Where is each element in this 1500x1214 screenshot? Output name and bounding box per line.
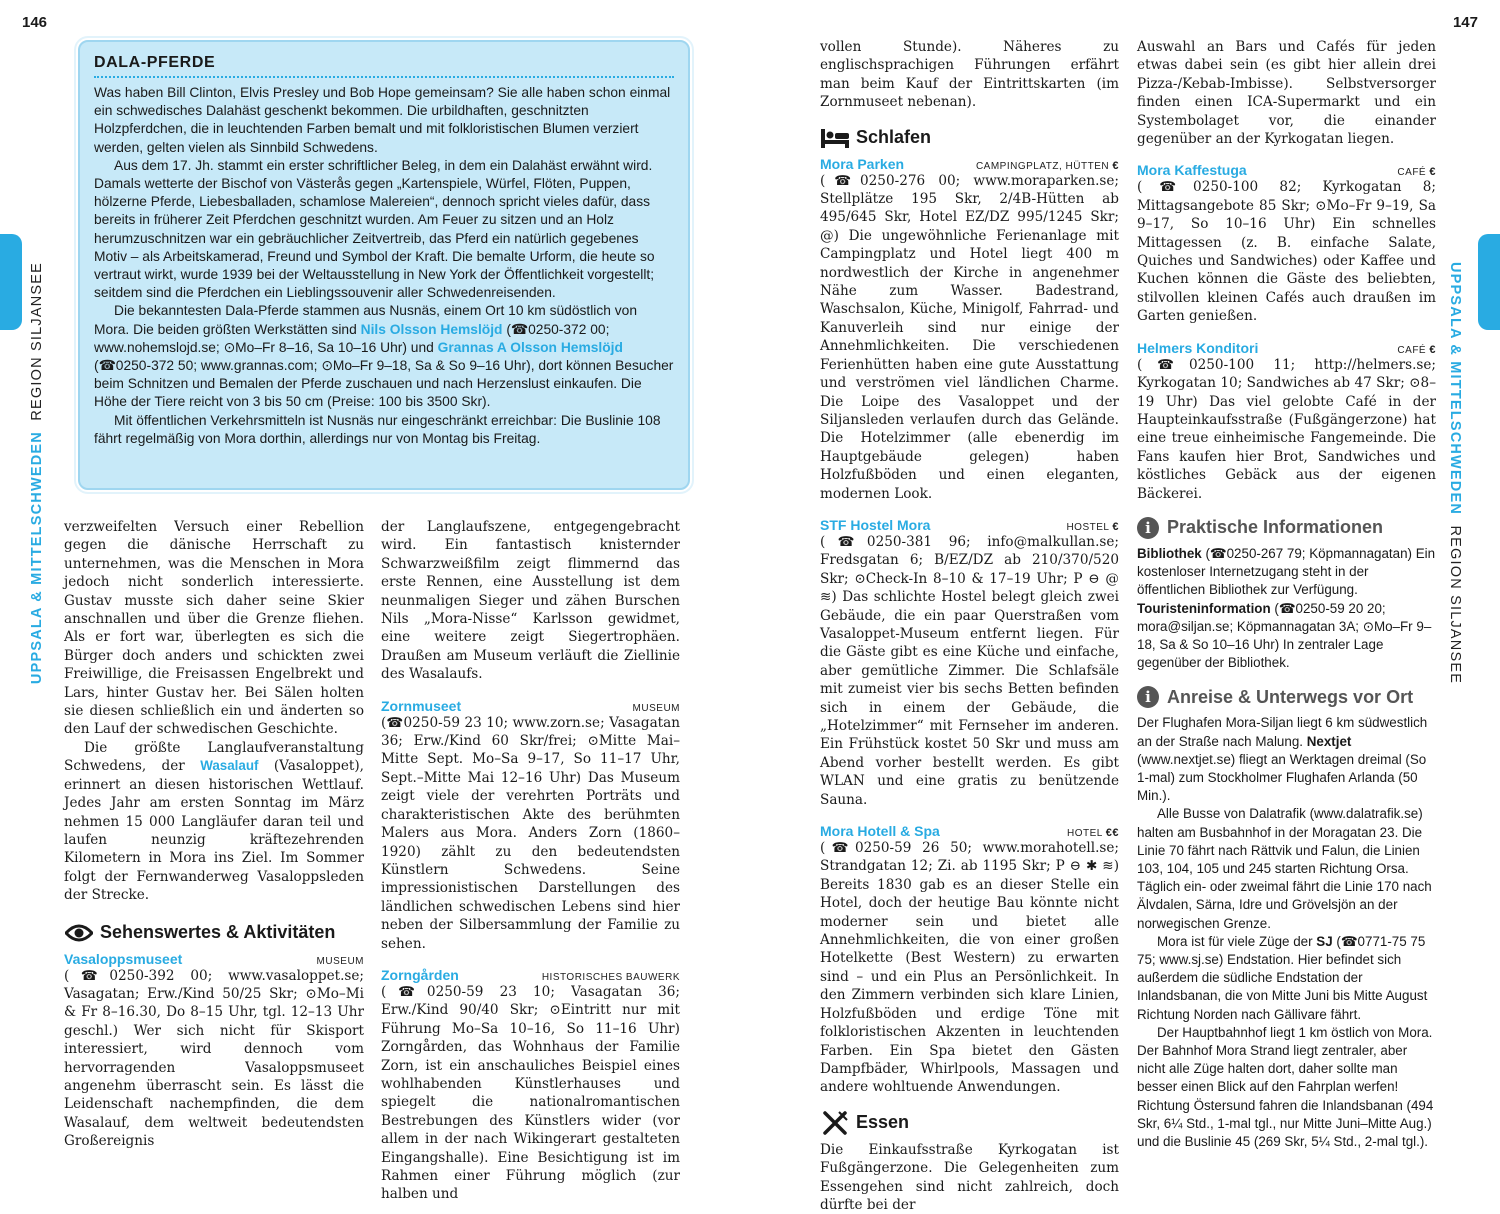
- entry-text: (☎0250-100 82; Kyrkogatan 8; Mittagsangebote 85 Skr; ⊙Mo–Fr 9–19, Sa 9–17, So 10–16 Uhr) Ein schnelles Mittagessen (z. B. einfache Salate, Quiches und Sandwiches) oder Kaffee und Kuchen können die Gäste des beliebten, stilvollen kleinen Cafés auch draußen im Garten genießen.: [1137, 179, 1436, 325]
- eye-icon: [64, 921, 94, 945]
- body-paragraph: Auswahl an Bars und Cafés für jeden etwas dabei sein (es gibt hier allein drei Pizza-/Kebab-Imbisse). Selbstversorger finden einen ICA-Supermarkt und ein Systembolaget vor, die einander gegenüber an der Kyrkogatan liegen.: [1137, 39, 1436, 148]
- entry-type: HOTEL €€: [1067, 827, 1119, 840]
- box-paragraph: Aus dem 17. Jh. stammt ein erster schriftlicher Beleg, in dem ein Dalahäst erwähnt wird. Damals wetterte der Bischof von Västerås gegen „Kartenspiele, Würfel, Flöten, Puppen, hölzerne Pferde, Liebesballaden, schamlose Malereien“, dennoch spricht vieles dafür, dass bereits in früherer Zeit Pferdchen geschnitzt wurden. Am Feuer zu sitzen und an Holz herumzuschnitzen war ein gebräuchlicher Zeitvertreib, das Pferd ein natürlich gegebenes Motiv – als Arbeitskamerad, Freund und Symbol der Kraft. Die bemalte Urform, die heute so vertraut wirkt, wurde 1939 bei der Weltausstellung in New York der Öffentlichkeit vorgestellt; seitdem sind die Pferdchen ein Lieblingssouvenir aller Schwedenreisenden.: [94, 157, 655, 301]
- right-column-2: [1137, 38, 1436, 1151]
- running-head-region: UPPSALA & MITTELSCHWEDEN: [29, 431, 45, 685]
- entry-name: Vasaloppsmuseet: [64, 950, 183, 967]
- info-icon: i: [1137, 517, 1159, 539]
- entry-header: [1137, 340, 1436, 356]
- entry-name: STF Hostel Mora: [820, 516, 931, 533]
- entry-name: Mora Kaffestuga: [1137, 162, 1247, 179]
- entry-type: CAFÉ €: [1397, 343, 1436, 356]
- body-paragraph: der Langlaufszene, entgegengebracht wird. Ein fantastisch knisternder Schwarzweißfilm zeigt flimmernd das erste Rennen, eine Ausstellung ist dem neunmaligen Sieger und zähen Burschen Nils „Mora-Nisse“ Karlsson gewidmet, eine weitere zeigt Siegertrophäen. Draußen am Museum verläuft die Ziellinie des Wasalaufs.: [381, 519, 680, 683]
- info-entry: Bibliothek (☎0250-267 79; Köpmannagatan) Ein kostenloser Internetzugang steht in der öffentlichen Bibliothek zur Verfügung.: [1137, 545, 1436, 598]
- entry-type: HOSTEL €: [1066, 520, 1119, 533]
- body-paragraph: Die Einkaufsstraße Kyrkogatan ist Fußgängerzone. Die Gelegenheiten zum Essengehen sind nicht zahlreich, doch dürfte bei der: [820, 1141, 1119, 1213]
- entry-type: CAFÉ €: [1397, 166, 1436, 179]
- running-head-left: [29, 262, 45, 684]
- box-paragraph: Mit öffentlichen Verkehrsmitteln ist Nusnäs nur eingeschränkt erreichbar: Die Buslinie 108 fährt regelmäßig von Mora dorthin, allerdings nur von Montag bis Freitag.: [94, 412, 661, 446]
- section-heading-travel: i Anreise & Unterwegs vor Ort: [1137, 686, 1436, 708]
- page-number-right: 147: [1452, 14, 1478, 31]
- section-heading-info: i Praktische Informationen: [1137, 517, 1436, 539]
- info-entry: Touristeninformation (☎0250-59 20 20; mora@siljan.se; Köpmannagatan 3A; ⊙Mo–Fr 9–18, Sa & So 10–16 Uhr) In zentraler Lage gegenüber der Bibliothek.: [1137, 600, 1432, 671]
- entry-name: Zorngården: [381, 966, 459, 983]
- dala-pferde-box: [78, 40, 690, 490]
- wasalauf-link: Wasalauf: [200, 758, 259, 774]
- entry-header: [381, 967, 680, 983]
- venue-link-nils-olsson: Nils Olsson Hemslöjd: [360, 321, 503, 337]
- info-icon: i: [1137, 686, 1159, 708]
- entry-header: [1137, 162, 1436, 178]
- running-head-region: UPPSALA & MITTELSCHWEDEN: [1447, 262, 1463, 516]
- section-heading-sleep: Schlafen: [820, 126, 1119, 150]
- entry-type: HISTORISCHES BAUWERK: [541, 971, 680, 983]
- entry-header: [820, 517, 1119, 533]
- entry-header: [820, 823, 1119, 839]
- running-head-right: [1447, 262, 1463, 684]
- chapter-tab-left: [0, 234, 22, 330]
- venue-link-grannas: Grannas A Olsson Hemslöjd: [437, 339, 623, 355]
- travel-paragraph: Mora ist für viele Züge der SJ (☎0771-75 75 75; www.sj.se) Endstation. Hier befindet sich außerdem die südliche Endstation der Inlandsbanan, die von Mitte Juni bis Mitte August Richtung Norden nach Gällivare fährt.: [1137, 933, 1428, 1022]
- travel-paragraph: Der Flughafen Mora-Siljan liegt 6 km südwestlich an der Straße nach Malung. Nextjet (www.nextjet.se) fliegt an Werktagen dreimal (So 1-mal) zum Stockholmer Flughafen Arlanda (50 Min.).: [1137, 715, 1428, 804]
- body-paragraph: verzweifelten Versuch einer Rebellion gegen die dänische Herrschaft zu unternehmen, was die Menschen in Mora jedoch nicht sonderlich interessierte. Gustav musste sich daher seine Skier anschnallen und über die Grenze fliehen. Als er fort war, überlegten es sich die Bürger doch anders und schickten zwei Freiwillige, die Freisassen Engelbrekt und Lars, hinter Gustav her. Bei Sälen holten sie diesen schließlich ein und änderten so den Lauf der schwedischen Geschichte.: [64, 519, 364, 738]
- box-paragraph: Was haben Bill Clinton, Elvis Presley und Bob Hope gemeinsam? Sie alle haben schon einmal ein schwedisches Dalahäst geschenkt bekommen. Die urbildhaften, geschnitzten Holzpferdchen, die in leuchtenden Farben bemalt und mit folkloristischen Blumen verziert werden, gelten vielen als Sinnbild Schwedens.: [94, 85, 671, 155]
- running-head-subregion: REGION SILJANSEE: [1447, 525, 1463, 685]
- entry-name: Helmers Konditori: [1137, 339, 1259, 356]
- entry-text: (☎0250-276 00; www.moraparken.se; Stellplätze 195 Skr, 2/4B-Hütten ab 495/645 Skr, Hotel EZ/DZ 995/1245 Skr; @) Die ungewöhnliche Ferienanlage mit Campingplatz und Hotel liegt 400 m nordwestlich der Kirche in angenehmer Nähe zum Wasser. Badestrand, Waschsalon, Küche, Minigolf, Fahrrad- und Kanuverleih sind nur einige der Annehmlichkeiten. Die verschiedenen Ferienhütten haben eine gute Ausstattung und verströmen viel ländlichen Charme. Die Loipe des Vasaloppet und der Siljansleden verlaufen durch das Gelände. Die Hotelzimmer (alle ebenerdig im Hauptgebäude gelegen) haben Holzfußböden und einen eleganten, modernen Look.: [820, 172, 1119, 502]
- entry-text: (☎0250-59 26 50; www.morahotell.se; Strandgatan 12; Zi. ab 1195 Skr; P ⊖ ✱ ≋) Bereits 1830 gab es an dieser Stelle ein Hotel, doch der heutige Bau könnte nicht moderner sein und bietet alle Annehmlichkeiten, die von einer großen Hotelkette (Best Western) zu erwarten sind – und ein Plus an Persönlichkeit. In den Zimmern verbinden sich klare Linien, Holzfußböden und erdige Töne mit folkloristischen Akzenten in leuchtenden Farben. Ein Spa bietet den Gästen Dampfbäder, Whirlpools, Massagen und andere wohltuende Anwendungen.: [820, 840, 1119, 1096]
- entry-text: (☎0250-59 23 10; www.zorn.se; Vasagatan 36; Erw./Kind 60 Skr/frei; ⊙Mitte Mai–Mitte Sept. Mo–Sa 9–17, So 11–17 Uhr, Sept.–Mitte Mai 12–16 Uhr) Das Museum zeigt viele der verehrten Porträts und charakteristischen Akte des berühmten Malers aus Mora. Anders Zorn (1860–1920) zählt zu den bedeutendsten Künstlern Schwedens. Seine impressionistischen Darstellungen des ländlichen schwedischen Lebens sind hier neben der Silbersammlung der Familie zu sehen.: [381, 714, 680, 952]
- travel-paragraph: Der Hauptbahnhof liegt 1 km östlich von Mora. Der Bahnhof Mora Strand liegt zentraler, aber nicht alle Züge halten dort, daher sollte man besser einen Blick auf den Fahrplan werfen! Richtung Östersund fahren die Inlandsbanan (494 Skr, 6¼ Std., 1-mal tgl., nur Mitte Juni–Mitte Aug.) und die Buslinie 45 (269 Skr, 5¼ Std., 2-mal tgl.).: [1137, 1024, 1434, 1150]
- page-number-left: 146: [22, 14, 48, 31]
- entry-text: (☎0250-392 00; www.vasaloppet.se; Vasagatan; Erw./Kind 50/25 Skr; ⊙Mo–Mi & Fr 8–16.30, Do 8–15 Uhr, tgl. 12–13 Uhr geschl.) Wer sich nicht für Skisport interessiert, wird dennoch vom hervorragenden Vasaloppsmuseet angenehm überrascht sein. Es lässt die Leidenschaft nachempfinden, die dem Wasalauf, dem weltweit bedeutendsten Großereignis: [64, 967, 364, 1150]
- right-column-1: [820, 38, 1119, 1214]
- section-heading-eat: Essen: [820, 1111, 1119, 1135]
- entry-text: (☎0250-381 96; info@malkullan.se; Fredsgatan 6; B/EZ/DZ ab 210/370/520 Skr; ⊙Check-In 8–10 & 17–19 Uhr; P ⊖ @ ≋) Das schlichte Hostel belegt gleich zwei Gebäude, die ein paar Querstraßen vom Vasaloppet-Museum entfernt liegen. Für die Gäste gibt es eine Küche und einfache, aber gemütliche Zimmer. Die Schlafsäle mit zumeist vier bis sechs Betten befinden sich in einem der Gebäude, die „Hotelzimmer“ mit Fernseher im anderen. Ein Frühstück kostet 50 Skr und muss am Abend vorher bestellt werden. Es gibt WLAN und eine gratis zu benützende Sauna.: [820, 533, 1119, 808]
- entry-text: (☎0250-100 11; http://helmers.se; Kyrkogatan 10; Sandwiches ab 47 Skr; ⊙8–19 Uhr) Das viel gelobte Café in der Haupteinkaufsstraße (Fußgängerzone) hat eine treue einheimische Fangemeinde. Die Fans kaufen hier Brot, Sandwiches und köstliches Gebäck aus der eigenen Bäckerei.: [1137, 356, 1436, 502]
- entry-header: [381, 698, 680, 714]
- left-column-1: [64, 518, 364, 1151]
- bed-icon: [820, 126, 850, 150]
- box-title: DALA-PFERDE: [94, 54, 674, 78]
- box-paragraph: Die bekanntesten Dala-Pferde stammen aus Nusnäs, einem Ort 10 km südöstlich von Mora. Die beiden größten Werkstätten sind Nils Olsson Hemslöjd (☎0250-372 00; www.nohemslojd.se; ⊙Mo–Fr 8–16, Sa 10–16 Uhr) und Grannas A Olsson Hemslöjd (☎0250-372 50; www.grannas.com; ⊙Mo–Fr 9–18, Sa & So 9–16 Uhr), dort können Besucher beim Schnitzen und Bemalen der Pferde zuschauen und nach Herzenslust einkaufen. Die Höhe der Tiere reicht von 3 bis 50 cm (Preise: 100 bis 3500 Skr).: [94, 303, 674, 410]
- left-column-2: [381, 518, 680, 1204]
- body-paragraph: Die größte Langlaufveranstaltung Schwedens, der Wasalauf (Vasaloppet), erinnert an diesen historischen Wettlauf. Jedes Jahr am ersten Sonntag im März nehmen 15 000 Langläufer daran teil und laufen neunzig kräftezehrenden Kilometern in Mora ins Ziel. Im Sommer folgt der Fernwanderweg Vasaloppsleden der Strecke.: [64, 739, 364, 904]
- entry-header: [820, 156, 1119, 172]
- section-heading-sights: Sehenswertes & Aktivitäten: [64, 921, 364, 945]
- body-paragraph: vollen Stunde). Näheres zu englischsprachigen Führungen erfährt man beim Kauf der Eintrittskarten (im Zornmuseet nebenan).: [820, 39, 1119, 111]
- entry-name: Mora Parken: [820, 155, 905, 172]
- entry-header: [64, 951, 364, 967]
- running-head-subregion: REGION SILJANSEE: [29, 262, 45, 421]
- entry-name: Mora Hotell & Spa: [820, 823, 940, 840]
- entry-name: Zornmuseet: [381, 697, 462, 714]
- chapter-tab-right: [1478, 234, 1500, 330]
- entry-type: CAMPINGPLATZ, HÜTTEN €: [975, 159, 1119, 172]
- travel-paragraph: Alle Busse von Dalatrafik (www.dalatrafik.se) halten am Busbahnhof in der Moragatan 23. Die Linie 70 fährt nach Rättvik und Falun, die Linien 103, 104, 105 und 245 starten Richtung Orsa. Täglich ein- oder zweimal fährt die Linie 170 nach Älvdalen, Särna, Idre und Grövelsjön an der norwegischen Grenze.: [1137, 806, 1432, 931]
- entry-type: MUSEUM: [632, 702, 680, 714]
- entry-type: MUSEUM: [316, 955, 364, 967]
- entry-text: (☎0250-59 23 10; Vasagatan 36; Erw./Kind 90/40 Skr; ⊙Eintritt nur mit Führung Mo–Sa 10–16, So 11–16 Uhr) Zorngården, das Wohnhaus der Familie Zorn, ist ein anschauliches Beispiel eines wohlhabenden Künstlerhauses und spiegelt die nationalromantischen Bestrebungen des Künstlers wider (vor allem in der nach Wikingerart gestalteten Eingangshalle). Eine Besichtigung ist im Rahmen einer Führung möglich (zur halben und: [381, 983, 680, 1203]
- fork-knife-icon: [820, 1111, 850, 1135]
